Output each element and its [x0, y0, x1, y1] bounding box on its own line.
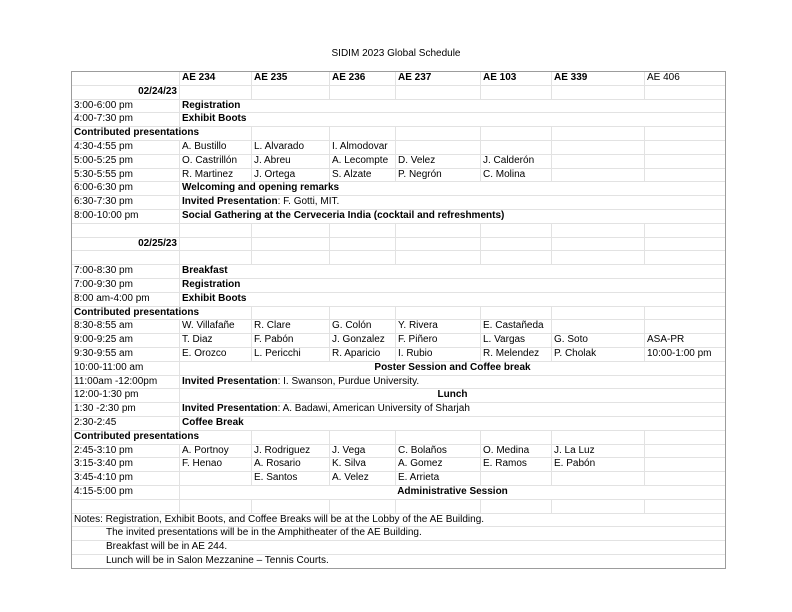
time-cell: 4:00-7:30 pm [72, 113, 180, 126]
table-header-row [72, 72, 725, 86]
room-header: AE 406 [647, 72, 680, 83]
presenter-cell: A. Portnoy [180, 445, 252, 458]
presenter-cell: A. Velez [330, 472, 396, 485]
event-cell: Lunch [437, 389, 468, 401]
table-row [72, 293, 725, 307]
empty-cell [330, 86, 396, 99]
room-header: AE 339 [552, 72, 645, 85]
table-row [72, 182, 725, 196]
table-row [72, 320, 725, 334]
time-cell: 6:00-6:30 pm [72, 182, 180, 195]
presenter-cell: J. Calderón [481, 155, 552, 168]
date-cell: 02/24/23 [72, 86, 180, 99]
presenter-cell: L. Pericchi [252, 348, 330, 361]
table-row [72, 196, 725, 210]
empty-cell [396, 500, 481, 513]
empty-cell [552, 238, 645, 251]
time-cell: 7:00-9:30 pm [72, 279, 180, 292]
presenter-cell: F. Henao [180, 458, 252, 471]
time-cell: 2:30-2:45 [72, 417, 180, 430]
presenter-cell: W. Villafañe [180, 320, 252, 333]
empty-cell [552, 86, 645, 99]
table-row [72, 238, 725, 252]
note-text: The invited presentations will be in the Amphitheater of the AE Building. [106, 527, 422, 539]
presenter-cell: C. Molina [481, 169, 552, 182]
presenter-cell: F. Piñero [396, 334, 481, 347]
empty-cell [552, 141, 645, 154]
empty-cell [645, 86, 725, 99]
empty-cell [645, 458, 725, 471]
event-label: Invited Presentation [182, 403, 278, 415]
table-row [72, 514, 725, 528]
presenter-cell: E. Santos [252, 472, 330, 485]
presenter-cell: K. Silva [330, 458, 396, 471]
empty-cell [330, 127, 396, 140]
empty-cell [252, 224, 330, 237]
empty-cell [252, 307, 330, 320]
presenter-cell: A. Bustillo [180, 141, 252, 154]
empty-cell [180, 238, 252, 251]
empty-cell [396, 307, 481, 320]
empty-cell [252, 86, 330, 99]
table-row [72, 486, 725, 500]
time-cell: 10:00-11:00 am [72, 362, 180, 375]
empty-cell [396, 251, 481, 264]
room-header: AE 235 [252, 72, 330, 85]
presenter-cell: C. Bolaños [396, 445, 481, 458]
empty-cell [481, 431, 552, 444]
presenter-cell: P. Cholak [552, 348, 645, 361]
empty-cell [645, 238, 725, 251]
table-row [72, 265, 725, 279]
time-cell: 11:00am -12:00pm [72, 376, 180, 389]
empty-cell [396, 86, 481, 99]
section-label: Contributed presentations [72, 431, 252, 444]
presenter-cell: E. Castañeda [481, 320, 552, 333]
room-header: AE 103 [481, 72, 552, 85]
event-cell: Exhibit Boots [182, 113, 247, 125]
empty-cell [180, 86, 252, 99]
table-row [72, 251, 725, 265]
empty-cell [396, 431, 481, 444]
presenter-cell: A. Gomez [396, 458, 481, 471]
empty-cell [645, 141, 725, 154]
presenter-cell: J. Rodriguez [252, 445, 330, 458]
section-label: Contributed presentations [72, 307, 252, 320]
table-row [72, 431, 725, 445]
presenter-cell: 10:00-1:00 pm [647, 347, 712, 359]
note-text: Breakfast will be in AE 244. [106, 541, 228, 553]
time-cell: 12:00-1:30 pm [72, 389, 180, 402]
empty-cell [330, 224, 396, 237]
presenter-cell: O. Castrillón [180, 155, 252, 168]
presenter-cell: J. Abreu [252, 155, 330, 168]
table-row [72, 224, 725, 238]
empty-cell [180, 251, 252, 264]
time-cell: 3:15-3:40 pm [72, 458, 180, 471]
schedule-table [71, 71, 726, 569]
empty-cell [552, 320, 645, 333]
time-cell: 3:45-4:10 pm [72, 472, 180, 485]
presenter-cell: I. Rubio [396, 348, 481, 361]
empty-cell [330, 307, 396, 320]
presenter-cell: G. Soto [552, 334, 645, 347]
presenter-cell: L. Alvarado [252, 141, 330, 154]
event-cell [180, 403, 725, 416]
empty-cell [330, 431, 396, 444]
table-row [72, 307, 725, 321]
time-cell: 5:30-5:55 pm [72, 169, 180, 182]
presenter-cell: R. Clare [252, 320, 330, 333]
empty-cell [481, 86, 552, 99]
empty-cell [481, 251, 552, 264]
empty-cell [481, 472, 552, 485]
empty-cell [396, 127, 481, 140]
empty-cell [481, 224, 552, 237]
time-cell: 5:00-5:25 pm [72, 155, 180, 168]
presenter-cell: A. Lecompte [330, 155, 396, 168]
table-row [72, 417, 725, 431]
table-row [72, 555, 725, 568]
presenter-cell: E. Arrieta [396, 472, 481, 485]
presenter-cell: S. Alzate [330, 169, 396, 182]
table-row [72, 500, 725, 514]
event-cell: Social Gathering at the Cerveceria India (cocktail and refreshments) [182, 209, 505, 221]
empty-cell [552, 155, 645, 168]
event-cell: Exhibit Boots [182, 292, 247, 304]
event-speaker: : F. Gotti, MIT. [277, 196, 340, 208]
empty-cell [645, 169, 725, 182]
table-row [72, 389, 725, 403]
table-row [72, 472, 725, 486]
table-row [72, 403, 725, 417]
note-text: Notes: Registration, Exhibit Boots, and Coffee Breaks will be at the Lobby of the AE Building. [74, 513, 485, 525]
table-row [72, 348, 725, 362]
empty-cell [481, 307, 552, 320]
empty-cell [180, 500, 252, 513]
presenter-cell: Y. Rivera [396, 320, 481, 333]
presenter-cell: E. Ramos [481, 458, 552, 471]
table-row [72, 362, 725, 376]
presenter-cell: A. Rosario [252, 458, 330, 471]
table-row [72, 445, 725, 459]
event-cell: Coffee Break [182, 416, 244, 428]
event-cell: Breakfast [182, 265, 228, 277]
table-row [72, 376, 725, 390]
header-blank-cell [72, 72, 180, 85]
table-row [72, 527, 725, 541]
empty-cell [552, 472, 645, 485]
event-speaker: : A. Badawi, American University of Sharjah [277, 403, 470, 415]
empty-cell [645, 251, 725, 264]
empty-cell [72, 251, 180, 264]
empty-cell [481, 141, 552, 154]
empty-cell [645, 445, 725, 458]
empty-cell [552, 307, 645, 320]
presenter-cell: T. Diaz [180, 334, 252, 347]
event-speaker: : I. Swanson, Purdue University. [277, 375, 420, 387]
room-header: AE 236 [330, 72, 396, 85]
empty-cell [645, 431, 725, 444]
table-row [72, 127, 725, 141]
empty-cell [252, 431, 330, 444]
room-header: AE 234 [180, 72, 252, 85]
presenter-cell: R. Martinez [180, 169, 252, 182]
time-cell: 4:15-5:00 pm [72, 486, 180, 499]
empty-cell [645, 127, 725, 140]
empty-cell [252, 127, 330, 140]
empty-cell [552, 500, 645, 513]
table-row [72, 86, 725, 100]
presenter-cell: E. Pabón [552, 458, 645, 471]
empty-cell [330, 251, 396, 264]
empty-cell [180, 224, 252, 237]
event-cell: Poster Session and Coffee break [374, 361, 531, 373]
page-title: SIDIM 2023 Global Schedule [331, 48, 461, 59]
empty-cell [645, 472, 725, 485]
event-label: Invited Presentation [182, 375, 278, 387]
empty-cell [645, 224, 725, 237]
table-row [72, 100, 725, 114]
empty-cell [330, 500, 396, 513]
presenter-cell: O. Medina [481, 445, 552, 458]
table-row [72, 334, 725, 348]
presenter-cell: E. Orozco [180, 348, 252, 361]
event-cell: Registration [182, 99, 241, 111]
event-label: Invited Presentation [182, 196, 278, 208]
presenter-cell: L. Vargas [481, 334, 552, 347]
table-row [72, 210, 725, 224]
empty-cell [481, 500, 552, 513]
table-row [72, 169, 725, 183]
time-cell: 9:00-9:25 am [72, 334, 180, 347]
empty-cell [72, 500, 180, 513]
table-row [72, 279, 725, 293]
event-cell: Registration [182, 278, 241, 290]
time-cell: 8:00-10:00 pm [72, 210, 180, 223]
presenter-cell: I. Almodovar [330, 141, 396, 154]
empty-cell [645, 500, 725, 513]
empty-cell [552, 224, 645, 237]
empty-cell [252, 238, 330, 251]
empty-cell [645, 155, 725, 168]
event-cell: Welcoming and opening remarks [182, 182, 340, 194]
table-row [72, 155, 725, 169]
presenter-cell: D. Velez [396, 155, 481, 168]
presenter-cell: J. Gonzalez [330, 334, 396, 347]
section-label: Contributed presentations [72, 127, 252, 140]
presenter-cell: G. Colón [330, 320, 396, 333]
time-cell: 1:30 -2:30 pm [72, 403, 180, 416]
time-cell: 9:30-9:55 am [72, 348, 180, 361]
presenter-cell: R. Melendez [481, 348, 552, 361]
time-cell: 4:30-4:55 pm [72, 141, 180, 154]
time-cell: 6:30-7:30 pm [72, 196, 180, 209]
table-row [72, 141, 725, 155]
presenter-cell: F. Pabón [252, 334, 330, 347]
presenter-cell: J. Vega [330, 445, 396, 458]
table-row [72, 113, 725, 127]
event-cell [180, 376, 725, 389]
empty-cell [645, 320, 725, 333]
empty-cell [552, 251, 645, 264]
time-cell: 7:00-8:30 pm [72, 265, 180, 278]
empty-cell [481, 238, 552, 251]
empty-cell [252, 500, 330, 513]
empty-cell [252, 251, 330, 264]
empty-cell [396, 224, 481, 237]
time-cell: 3:00-6:00 pm [72, 100, 180, 113]
presenter-cell: R. Aparicio [330, 348, 396, 361]
empty-cell [645, 307, 725, 320]
event-cell: Administrative Session [397, 485, 508, 497]
empty-cell [72, 224, 180, 237]
presenter-cell: J. La Luz [552, 445, 645, 458]
empty-cell [330, 238, 396, 251]
table-row [72, 458, 725, 472]
empty-cell [552, 169, 645, 182]
time-cell: 8:00 am-4:00 pm [72, 293, 180, 306]
event-cell [180, 196, 725, 209]
room-header: AE 237 [396, 72, 481, 85]
note-text: Lunch will be in Salon Mezzanine – Tennis Courts. [106, 554, 329, 566]
empty-cell [396, 238, 481, 251]
time-cell: 2:45-3:10 pm [72, 445, 180, 458]
presenter-cell: J. Ortega [252, 169, 330, 182]
table-row [72, 541, 725, 555]
empty-cell [396, 141, 481, 154]
empty-cell [481, 127, 552, 140]
empty-cell [180, 472, 252, 485]
presenter-cell: P. Negrón [396, 169, 481, 182]
date-cell: 02/25/23 [72, 238, 180, 251]
time-cell: 8:30-8:55 am [72, 320, 180, 333]
empty-cell [552, 431, 645, 444]
empty-cell [552, 127, 645, 140]
presenter-cell: ASA-PR [647, 334, 685, 346]
